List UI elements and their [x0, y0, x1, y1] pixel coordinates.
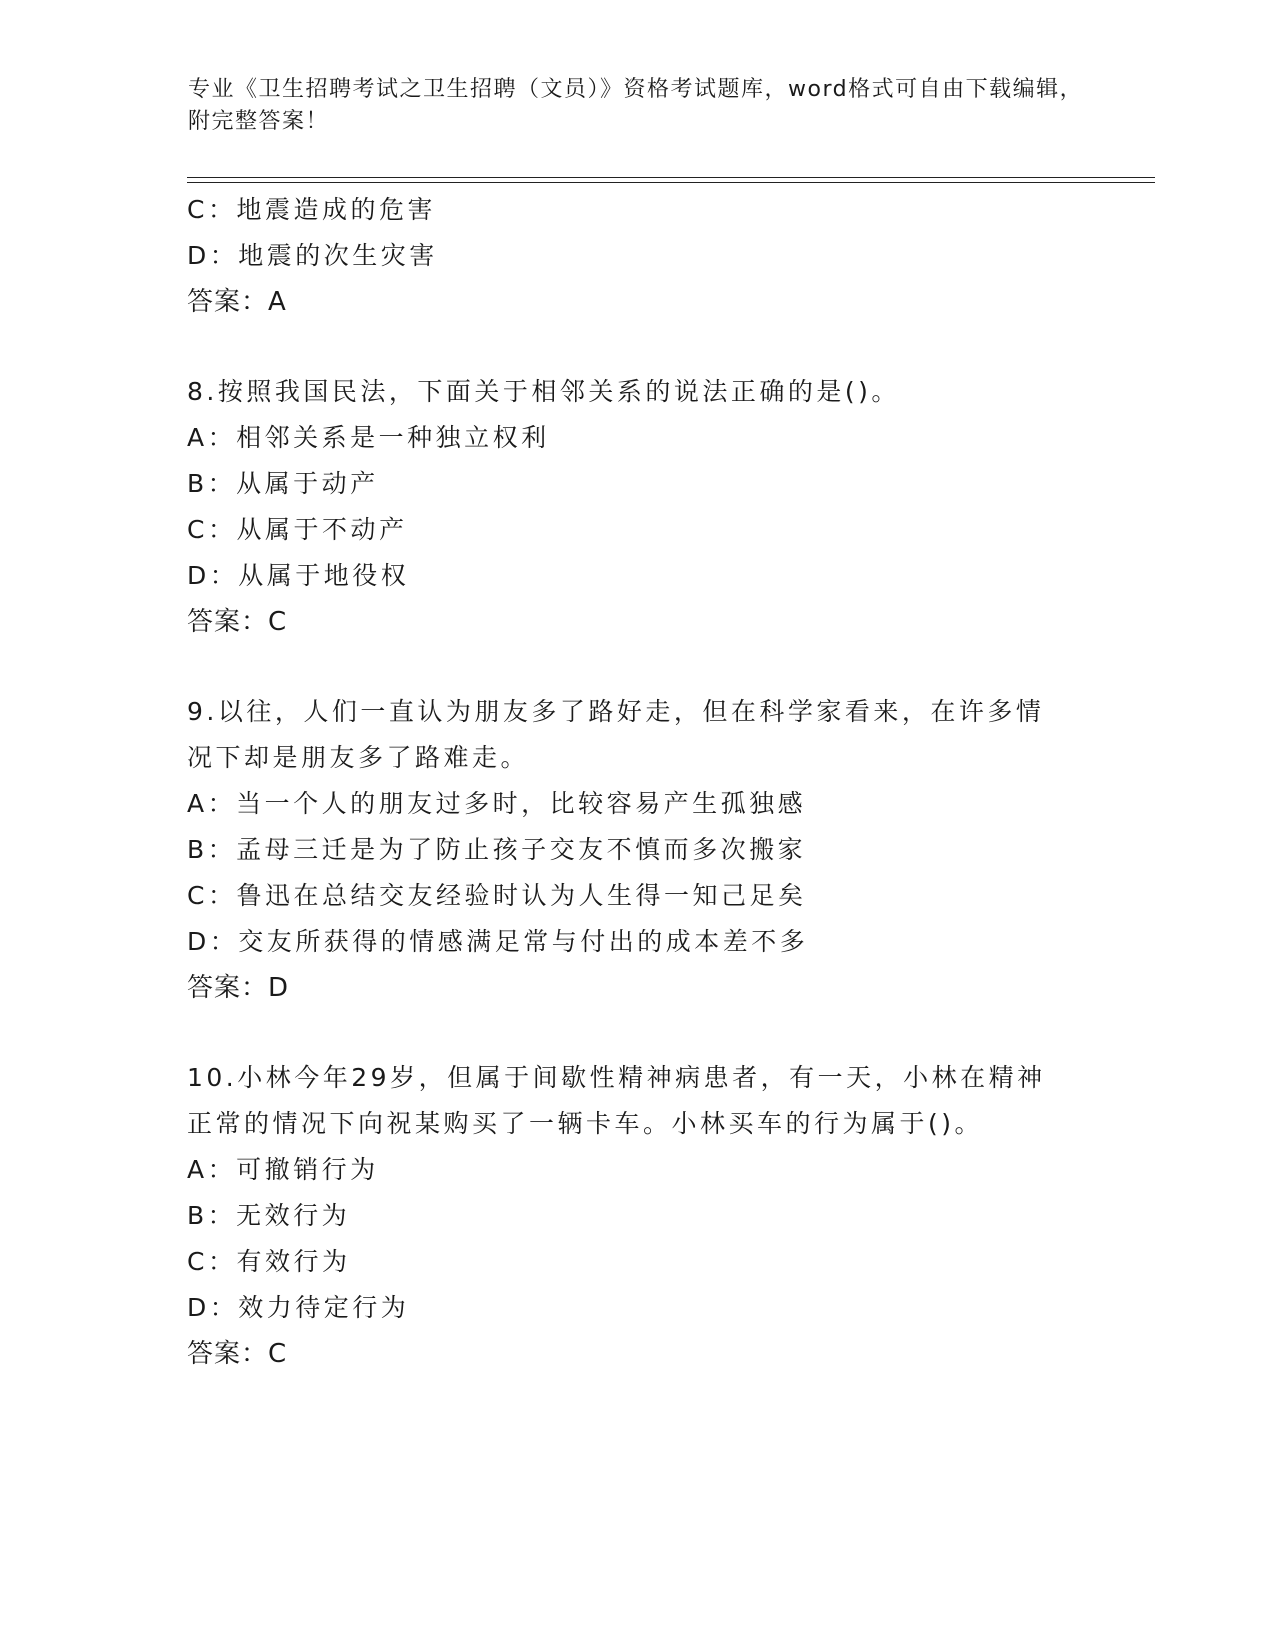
- answer-line: 答案：A: [187, 287, 287, 317]
- question-line: D：效力待定行为: [187, 1293, 410, 1322]
- answer-line: 答案：C: [187, 607, 288, 637]
- header-divider-top: [187, 177, 1155, 178]
- answer-line: 答案：D: [187, 973, 290, 1003]
- block-spacer: [187, 645, 1087, 689]
- question-line: B：无效行为: [187, 1201, 351, 1230]
- question-block: [187, 1055, 1087, 1377]
- question-line: 正常的情况下向祝某购买了一辆卡车。小林买车的行为属于()。: [187, 1109, 984, 1138]
- question-line: D：从属于地役权: [187, 561, 410, 590]
- question-line: 8.按照我国民法，下面关于相邻关系的说法正确的是()。: [187, 377, 900, 406]
- question-list: [187, 187, 1087, 1377]
- question-line: C：鲁迅在总结交友经验时认为人生得一知己足矣: [187, 881, 807, 910]
- question-line: A：当一个人的朋友过多时，比较容易产生孤独感: [187, 789, 807, 818]
- question-line: D：交友所获得的情感满足常与付出的成本差不多: [187, 927, 809, 956]
- question-line: B：从属于动产: [187, 469, 379, 498]
- answer-line: 答案：C: [187, 1339, 288, 1369]
- block-spacer: [187, 325, 1087, 369]
- question-line: C：从属于不动产: [187, 515, 408, 544]
- question-line: 9.以往，人们一直认为朋友多了路好走，但在科学家看来，在许多情: [187, 697, 1045, 726]
- question-block: [187, 187, 1087, 325]
- question-line: B：孟母三迁是为了防止孩子交友不慎而多次搬家: [187, 835, 807, 864]
- question-line: D：地震的次生灾害: [187, 241, 438, 270]
- question-block: [187, 689, 1087, 1011]
- header-divider-bottom: [187, 182, 1155, 183]
- question-line: A：相邻关系是一种独立权利: [187, 423, 550, 452]
- question-line: 况下却是朋友多了路难走。: [187, 743, 530, 772]
- document-header: 专业《卫生招聘考试之卫生招聘（文员）》资格考试题库，word格式可自由下载编辑，附完整答案！: [188, 77, 1084, 134]
- question-line: 10.小林今年29岁，但属于间歇性精神病患者，有一天，小林在精神: [187, 1063, 1046, 1092]
- question-block: [187, 369, 1087, 645]
- question-line: A：可撤销行为: [187, 1155, 379, 1184]
- block-spacer: [187, 1011, 1087, 1055]
- question-line: C：有效行为: [187, 1247, 351, 1276]
- question-line: C：地震造成的危害: [187, 195, 436, 224]
